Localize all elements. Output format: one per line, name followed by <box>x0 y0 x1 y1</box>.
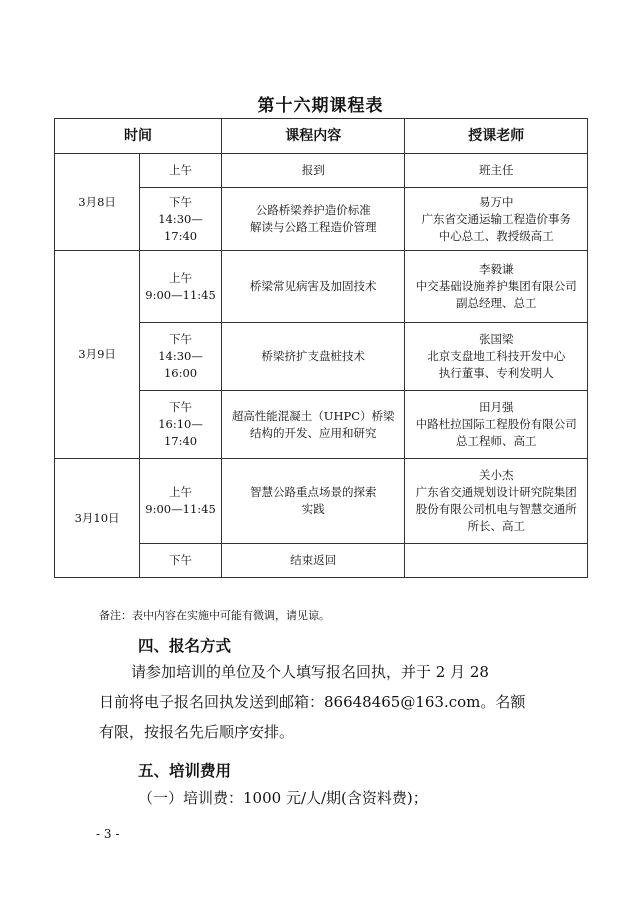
time-slot-cell-line: 16:10—17:40 <box>158 417 203 448</box>
content-cell-line: 桥梁挤扩支盘桩技术 <box>261 349 365 363</box>
content-cell-line: 智慧公路重点场景的探索 <box>249 485 377 499</box>
time-slot-cell-line: 14:30—16:00 <box>158 349 203 380</box>
content-cell <box>221 251 405 323</box>
time-slot-cell-line: 下午 <box>169 400 193 414</box>
teacher-cell-line: 执行董事、专利发明人 <box>438 366 554 380</box>
teacher-cell-line: 所长、高工 <box>467 519 525 533</box>
course-schedule-table <box>54 118 588 578</box>
time-slot-cell-line: 9:00—11:45 <box>145 502 216 516</box>
content-cell <box>221 544 405 578</box>
time-slot-cell-line: 下午 <box>169 553 193 567</box>
teacher-cell-line: 总工程师、高工 <box>455 434 537 448</box>
content-cell-line: 桥梁常见病害及加固技术 <box>249 279 377 293</box>
teacher-cell-line: 广东省交通运输工程造价事务 <box>421 211 571 226</box>
time-slot-cell-line: 上午 <box>169 163 193 177</box>
teacher-cell-line: 中路杜拉国际工程股份有限公司 <box>415 417 577 431</box>
header-time: 时间 <box>55 119 222 154</box>
date-cell: 3月9日 <box>55 251 140 459</box>
teacher-cell <box>405 154 588 188</box>
content-cell <box>221 188 405 251</box>
teacher-cell-line: 李毅谦 <box>478 262 514 276</box>
content-cell-line: 公路桥梁养护造价标准 <box>255 203 371 217</box>
teacher-cell <box>405 544 588 578</box>
teacher-cell-line: 股份有限公司机电与智慧交通所 <box>415 502 577 516</box>
teacher-cell <box>405 323 588 391</box>
teacher-cell <box>405 188 588 251</box>
table-row <box>55 251 588 323</box>
teacher-cell <box>405 251 588 323</box>
table-header-row <box>55 119 588 154</box>
teacher-cell-line: 班主任 <box>478 163 514 177</box>
table-row <box>55 154 588 188</box>
teacher-cell-line: 田月强 <box>478 400 514 414</box>
table-body <box>55 154 588 578</box>
section4-line-1: 请参加培训的单位及个人填写报名回执，并于 2 月 28 <box>131 663 489 681</box>
teacher-cell-line: 张国梁 <box>478 332 514 346</box>
teacher-cell <box>405 459 588 544</box>
content-cell <box>221 391 405 459</box>
time-slot-cell-line: 上午 <box>169 485 193 499</box>
time-slot-cell <box>140 544 222 578</box>
teacher-cell-line: 中交基础设施养护集团有限公司 <box>415 279 577 293</box>
section4-line-2: 日前将电子报名回执发送到邮箱：86648465@163.com。名额 <box>99 693 526 711</box>
header-teacher: 授课老师 <box>405 119 588 154</box>
section4-heading: 四、报名方式 <box>138 636 232 655</box>
teacher-cell-line: 广东省交通规划设计研究院集团 <box>415 485 577 499</box>
teacher-cell-line: 中心总工、教授级高工 <box>438 228 554 243</box>
teacher-cell-line: 副总经理、总工 <box>455 296 537 310</box>
header-content: 课程内容 <box>221 119 405 154</box>
time-slot-cell <box>140 323 222 391</box>
content-cell <box>221 323 405 391</box>
time-slot-cell <box>140 251 222 323</box>
teacher-cell-line: 易万中 <box>478 194 514 209</box>
teacher-cell-line: 北京支盘地工科技开发中心 <box>427 349 566 363</box>
content-cell-line: 报到 <box>301 163 325 177</box>
time-slot-cell-line: 下午 <box>169 194 193 209</box>
content-cell <box>221 154 405 188</box>
section4-line-3: 有限，按报名先后顺序安排。 <box>99 723 295 741</box>
teacher-cell-line: 关小杰 <box>478 468 514 482</box>
content-cell-line: 结构的开发、应用和研究 <box>249 425 377 440</box>
time-slot-cell <box>140 391 222 459</box>
teacher-cell <box>405 391 588 459</box>
schedule-title: 第十六期课程表 <box>257 96 384 116</box>
content-cell <box>221 459 405 544</box>
time-slot-cell-line: 下午 <box>169 332 193 346</box>
content-cell-line: 实践 <box>301 502 325 516</box>
date-cell: 3月10日 <box>55 459 140 578</box>
page-number: - 3 - <box>96 827 120 841</box>
content-cell-line: 超高性能混凝土（UHPC）桥梁 <box>231 408 395 423</box>
section5-fee-line: （一）培训费：1000 元/人/期(含资料费)； <box>138 789 428 807</box>
content-cell-line: 结束返回 <box>290 553 337 567</box>
time-slot-cell <box>140 459 222 544</box>
content-cell-line: 解读与公路工程造价管理 <box>249 220 377 234</box>
table-note: 备注：表中内容在实施中可能有微调，请见谅。 <box>99 609 330 622</box>
date-cell: 3月8日 <box>55 154 140 251</box>
time-slot-cell-line: 上午 <box>169 270 193 285</box>
time-slot-cell <box>140 154 222 188</box>
section5-heading: 五、培训费用 <box>138 761 232 780</box>
time-slot-cell <box>140 188 222 251</box>
section4-paragraph <box>99 657 569 747</box>
time-slot-cell-line: 14:30—17:40 <box>158 211 203 243</box>
table-row <box>55 459 588 544</box>
time-slot-cell-line: 9:00—11:45 <box>145 287 216 302</box>
